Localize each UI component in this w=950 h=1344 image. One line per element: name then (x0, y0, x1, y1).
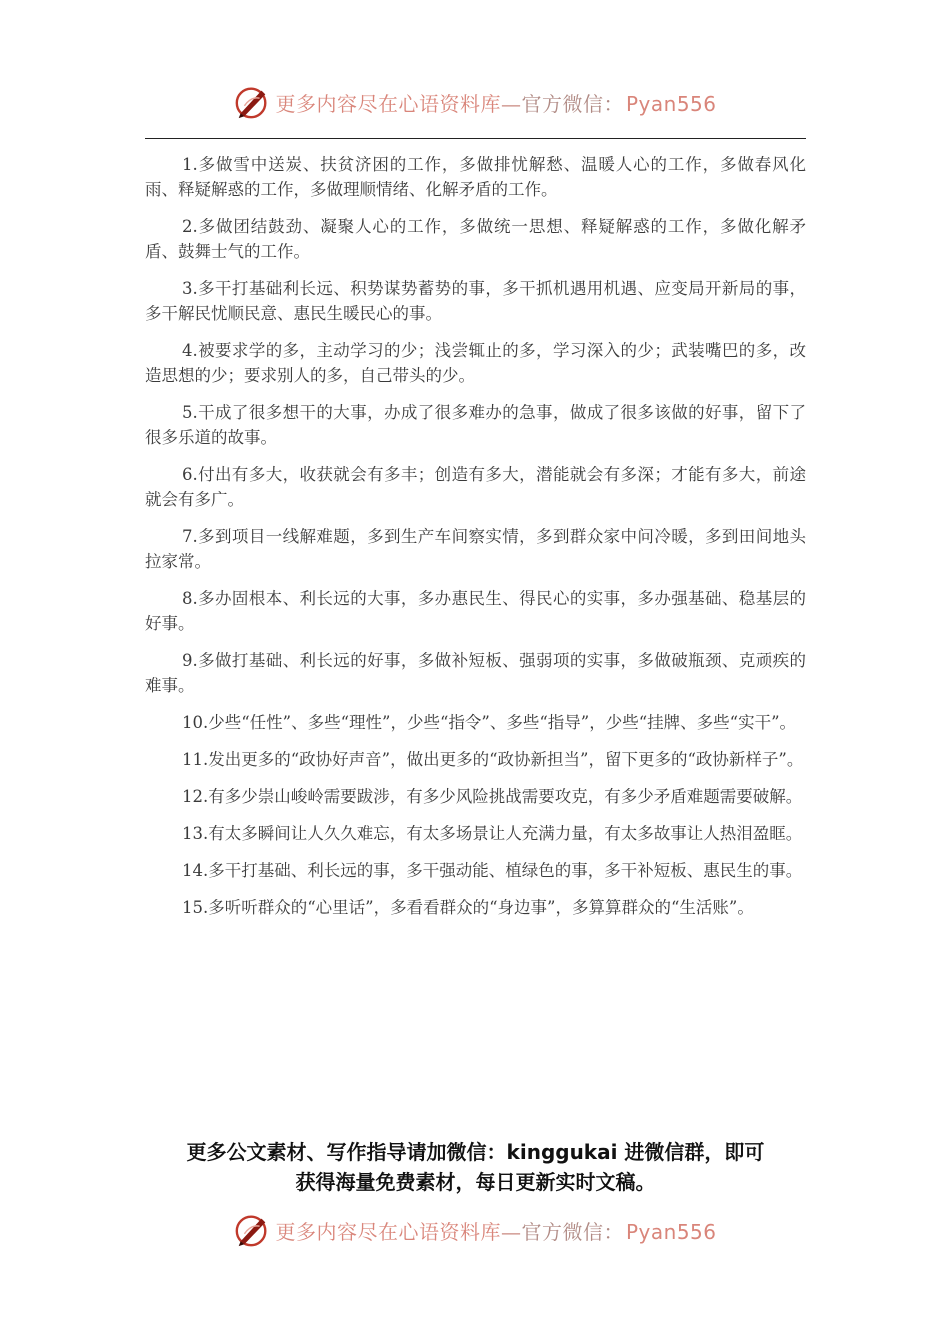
list-item: 6.付出有多大，收获就会有多丰；创造有多大，潜能就会有多深；才能有多大，前途就会有多广。 (145, 465, 806, 509)
list-item: 10.少些“任性”、多些“理性”，少些“指令”、多些“指导”，少些“挂牌、多些“实干”。 (182, 713, 797, 732)
list-item: 3.多干打基础利长远、积势谋势蓄势的事，多干抓机遇用机遇、应变局开新局的事，多干解民忧顺民意、惠民生暖民心的事。 (145, 279, 806, 323)
footer-watermark-banner (0, 1208, 950, 1252)
banner-separator: — (500, 91, 522, 116)
list-item: 13.有太多瞬间让人久久难忘，有太多场景让人充满力量，有太多故事让人热泪盈眶。 (182, 824, 803, 843)
banner-text (275, 1216, 716, 1245)
list-item: 1.多做雪中送炭、扶贫济困的工作，多做排忧解愁、温暖人心的工作，多做春风化雨、释疑解惑的工作，多做理顺情绪、化解矛盾的工作。 (145, 155, 806, 199)
banner-wechat-id: Pyan556 (625, 91, 717, 116)
list-item: 12.有多少崇山峻岭需要跋涉，有多少风险挑战需要攻克，有多少矛盾难题需要破解。 (182, 787, 803, 806)
list-item: 4.被要求学的多，主动学习的少；浅尝辄止的多，学习深入的少；武装嘴巴的多，改造思想的少；要求别人的多，自己带头的少。 (145, 341, 806, 385)
footer-notice-line-2: 获得海量免费素材，每日更新实时文稿。 (295, 1170, 656, 1194)
list-item: 9.多做打基础、利长远的好事，多做补短板、强弱项的实事，多做破瓶颈、克顽疾的难事。 (145, 651, 806, 695)
list-item: 7.多到项目一线解难题，多到生产车间察实情，多到群众家中问冷暖，多到田间地头拉家常。 (145, 527, 806, 571)
banner-wechat-label: 官方微信： (521, 91, 624, 116)
list-item: 8.多办固根本、利长远的大事，多办惠民生、得民心的实事，多办强基础、稳基层的好事。 (145, 589, 806, 633)
list-item: 11.发出更多的“政协好声音”，做出更多的“政协新担当”，留下更多的“政协新样子”。 (182, 750, 804, 769)
list-item: 2.多做团结鼓劲、凝聚人心的工作，多做统一思想、释疑解惑的工作，多做化解矛盾、鼓舞士气的工作。 (145, 217, 806, 261)
banner-wechat-label: 官方微信： (521, 1219, 624, 1244)
banner-text (275, 88, 716, 117)
list-item: 15.多听听群众的“心里话”，多看看群众的“身边事”，多算算群众的“生活账”。 (182, 898, 754, 917)
list-item: 14.多干打基础、利长远的事，多干强动能、植绿色的事，多干补短板、惠民生的事。 (182, 861, 803, 880)
header-watermark-banner (0, 80, 950, 124)
numbered-phrase-list (145, 152, 806, 932)
footer-notice (145, 1137, 806, 1197)
header-divider (145, 138, 806, 139)
banner-wechat-id: Pyan556 (625, 1219, 717, 1244)
list-item: 5.干成了很多想干的大事，办成了很多难办的急事，做成了很多该做的好事，留下了很多乐道的故事。 (145, 403, 806, 447)
footer-notice-line-1: 更多公文素材、写作指导请加微信：kinggukai 进微信群，即可 (186, 1140, 765, 1164)
pen-circle-logo-icon (233, 1211, 271, 1249)
banner-main-text: 更多内容尽在心语资料库 (275, 1219, 501, 1244)
banner-separator: — (500, 1219, 522, 1244)
pen-circle-logo-icon (233, 83, 271, 121)
banner-main-text: 更多内容尽在心语资料库 (275, 91, 501, 116)
